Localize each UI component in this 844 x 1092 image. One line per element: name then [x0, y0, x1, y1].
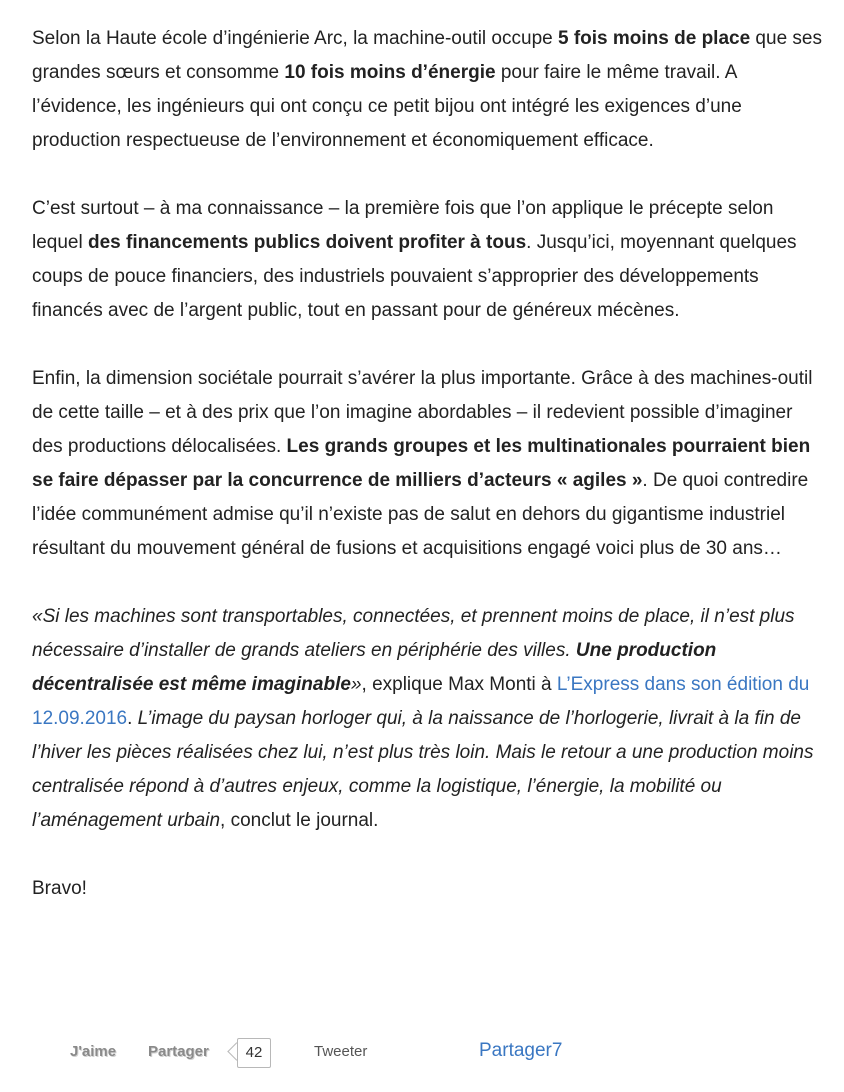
social-share-bar	[0, 1036, 844, 1070]
emphasis: Les grands groupes et les multinationales pourraient bien se faire dépasser par la concurrence de milliers d’acteurs « agiles »	[32, 436, 811, 491]
text: , conclut le journal.	[220, 810, 379, 831]
lexpress-link[interactable]: L’Express dans son édition du 12.09.2016	[32, 674, 810, 729]
text: Selon la Haute école d’ingénierie Arc, la machine-outil occupe	[32, 28, 558, 49]
emphasis: 10 fois moins d’énergie	[284, 62, 496, 83]
facebook-like-button[interactable]: J'aime	[70, 1043, 117, 1060]
text: pour faire le même travail. A l’évidence, les ingénieurs qui ont conçu ce petit bijou ont intégré les exigences d’une production respectueuse de l’environnement et économiquement efficace.	[32, 62, 742, 151]
tweet-button[interactable]: Tweeter	[314, 1043, 368, 1060]
text: Enfin, la dimension sociétale pourrait s’avérer la plus importante. Grâce à des machines-outil de cette taille – et à des prix que l’on imagine abordables – il redevient possible d’imaginer des productions délocalisées.	[32, 368, 813, 457]
paragraph-2	[32, 192, 828, 328]
facebook-share-button[interactable]: Partager	[148, 1043, 209, 1060]
text: C’est surtout – à ma connaissance – la première fois que l’on applique le précepte selon lequel	[32, 198, 774, 253]
paragraph-5	[32, 872, 828, 906]
quote-text: L’image du paysan horloger qui, à la naissance de l’horlogerie, livrait à la fin de l’hiver les pièces réalisées chez lui, n’est plus très loin. Mais le retour a une production moins centralisée répond à d’autres enjeux, comme la logistique, l’énergie, la mobilité ou l’aménagement urbain	[32, 708, 814, 831]
text: .	[127, 708, 138, 729]
share-count-badge: 42	[237, 1038, 271, 1068]
quote-emphasis: Une production décentralisée est même imaginable	[32, 640, 717, 695]
text: . De quoi contredire l’idée communément admise qu’il n’existe pas de salut en dehors du gigantisme industriel résultant du mouvement général de fusions et acquisitions engagé voici plus de 30 ans…	[32, 470, 809, 559]
share-link[interactable]: Partager7	[479, 1040, 563, 1061]
article-body	[32, 22, 828, 940]
text: . Jusqu’ici, moyennant quelques coups de pouce financiers, des industriels pouvaient s’approprier des développements financés avec de l’argent public, tout en passant pour de généreux mécènes.	[32, 232, 797, 321]
text: que ses grandes sœurs et consomme	[32, 28, 822, 83]
quote-close: »	[350, 674, 362, 695]
text: , explique Max Monti à	[361, 674, 557, 695]
emphasis: des financements publics doivent profiter à tous	[88, 232, 527, 253]
text: Bravo!	[32, 878, 87, 899]
paragraph-3	[32, 362, 828, 566]
quote-text: «Si les machines sont transportables, connectées, et prennent moins de place, il n’est plus nécessaire d’installer de grands ateliers en périphérie des villes.	[32, 606, 795, 661]
emphasis: 5 fois moins de place	[557, 28, 751, 49]
paragraph-4-quote	[32, 600, 828, 838]
paragraph-1	[32, 22, 828, 158]
